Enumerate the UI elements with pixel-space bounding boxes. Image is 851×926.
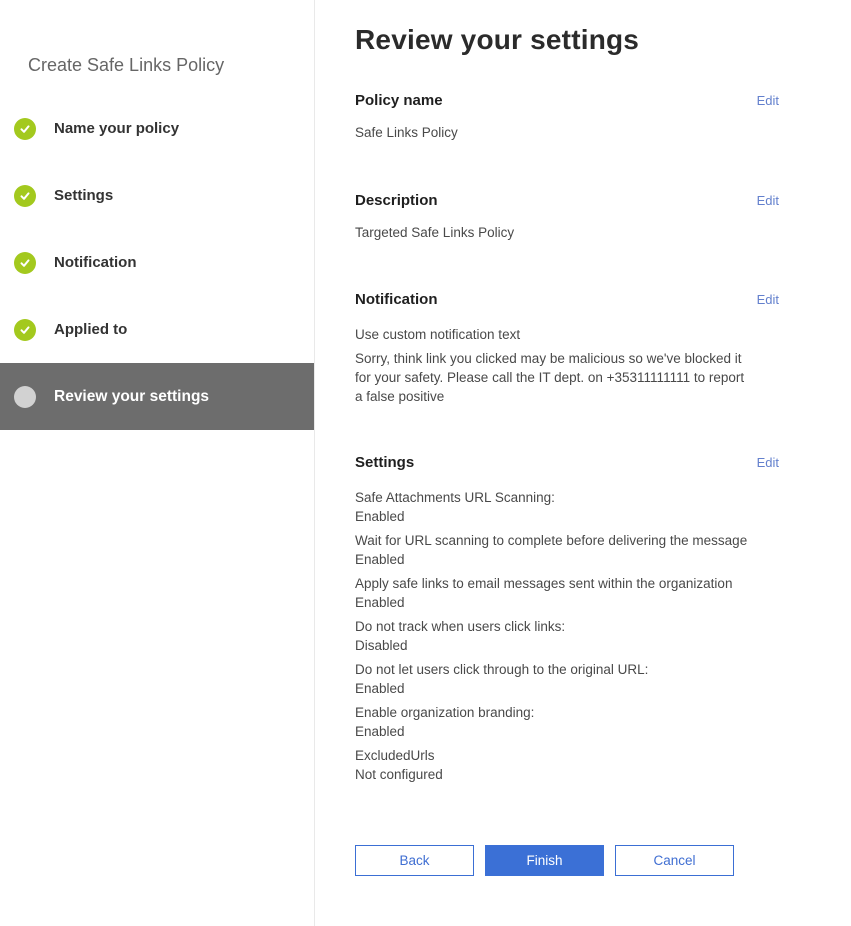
setting-label: ExcludedUrls: [355, 748, 435, 763]
cancel-button[interactable]: Cancel: [615, 845, 734, 876]
section-policy-name: [355, 92, 779, 142]
section-settings: [355, 454, 779, 784]
setting-row: [355, 746, 749, 784]
step-review-your-settings[interactable]: [0, 363, 314, 430]
wizard-title: Create Safe Links Policy: [28, 55, 225, 75]
step-label: Review your settings: [54, 387, 210, 405]
edit-notification-link[interactable]: Edit: [756, 292, 779, 307]
step-notification[interactable]: [0, 229, 314, 296]
step-applied-to[interactable]: [0, 296, 314, 363]
wizard-sidebar: [0, 0, 315, 926]
setting-value: Enabled: [355, 724, 405, 739]
check-icon: [14, 319, 36, 341]
setting-value: Enabled: [355, 509, 405, 524]
section-title: Notification: [355, 291, 438, 308]
policy-name-value: Safe Links Policy: [355, 125, 458, 140]
setting-value: Not configured: [355, 767, 443, 782]
setting-label: Do not track when users click links:: [355, 619, 566, 634]
setting-value: Enabled: [355, 681, 405, 696]
section-description: [355, 192, 779, 242]
setting-label: Wait for URL scanning to complete before delivering the message: [355, 533, 748, 548]
section-title: Description: [355, 192, 438, 209]
review-panel: [315, 0, 851, 926]
setting-label: Apply safe links to email messages sent within the organization: [355, 576, 733, 591]
section-title: Settings: [355, 454, 415, 471]
setting-value: Enabled: [355, 595, 405, 610]
notification-text-value: Sorry, think link you clicked may be malicious so we've blocked it for your safety. Please call the IT dept. on +35311111111 to report a false positive: [355, 351, 745, 404]
dot-icon: [14, 386, 36, 408]
step-label: Settings: [54, 187, 114, 204]
step-label: Name your policy: [54, 120, 180, 137]
edit-settings-link[interactable]: Edit: [756, 455, 779, 470]
setting-label: Do not let users click through to the original URL:: [355, 662, 649, 677]
step-settings[interactable]: [0, 162, 314, 229]
section-notification: [355, 291, 779, 406]
setting-row: [355, 617, 749, 655]
check-icon: [14, 252, 36, 274]
notification-mode-value: Use custom notification text: [355, 327, 521, 342]
setting-row: [355, 531, 749, 569]
setting-value: Disabled: [355, 638, 408, 653]
edit-description-link[interactable]: Edit: [756, 193, 779, 208]
setting-value: Enabled: [355, 552, 405, 567]
setting-row: [355, 660, 749, 698]
setting-row: [355, 703, 749, 741]
section-title: Policy name: [355, 92, 443, 109]
wizard-button-row: [355, 845, 851, 876]
step-label: Applied to: [54, 321, 128, 338]
edit-policy-name-link[interactable]: Edit: [756, 93, 779, 108]
setting-label: Safe Attachments URL Scanning:: [355, 490, 555, 505]
page-title: Review your settings: [355, 24, 640, 55]
step-label: Notification: [54, 254, 137, 271]
description-value: Targeted Safe Links Policy: [355, 225, 515, 240]
setting-label: Enable organization branding:: [355, 705, 535, 720]
setting-row: [355, 574, 749, 612]
setting-row: [355, 488, 749, 526]
back-button[interactable]: Back: [355, 845, 474, 876]
check-icon: [14, 185, 36, 207]
finish-button[interactable]: Finish: [485, 845, 604, 876]
wizard-steps: [0, 95, 314, 430]
step-name-your-policy[interactable]: [0, 95, 314, 162]
check-icon: [14, 118, 36, 140]
